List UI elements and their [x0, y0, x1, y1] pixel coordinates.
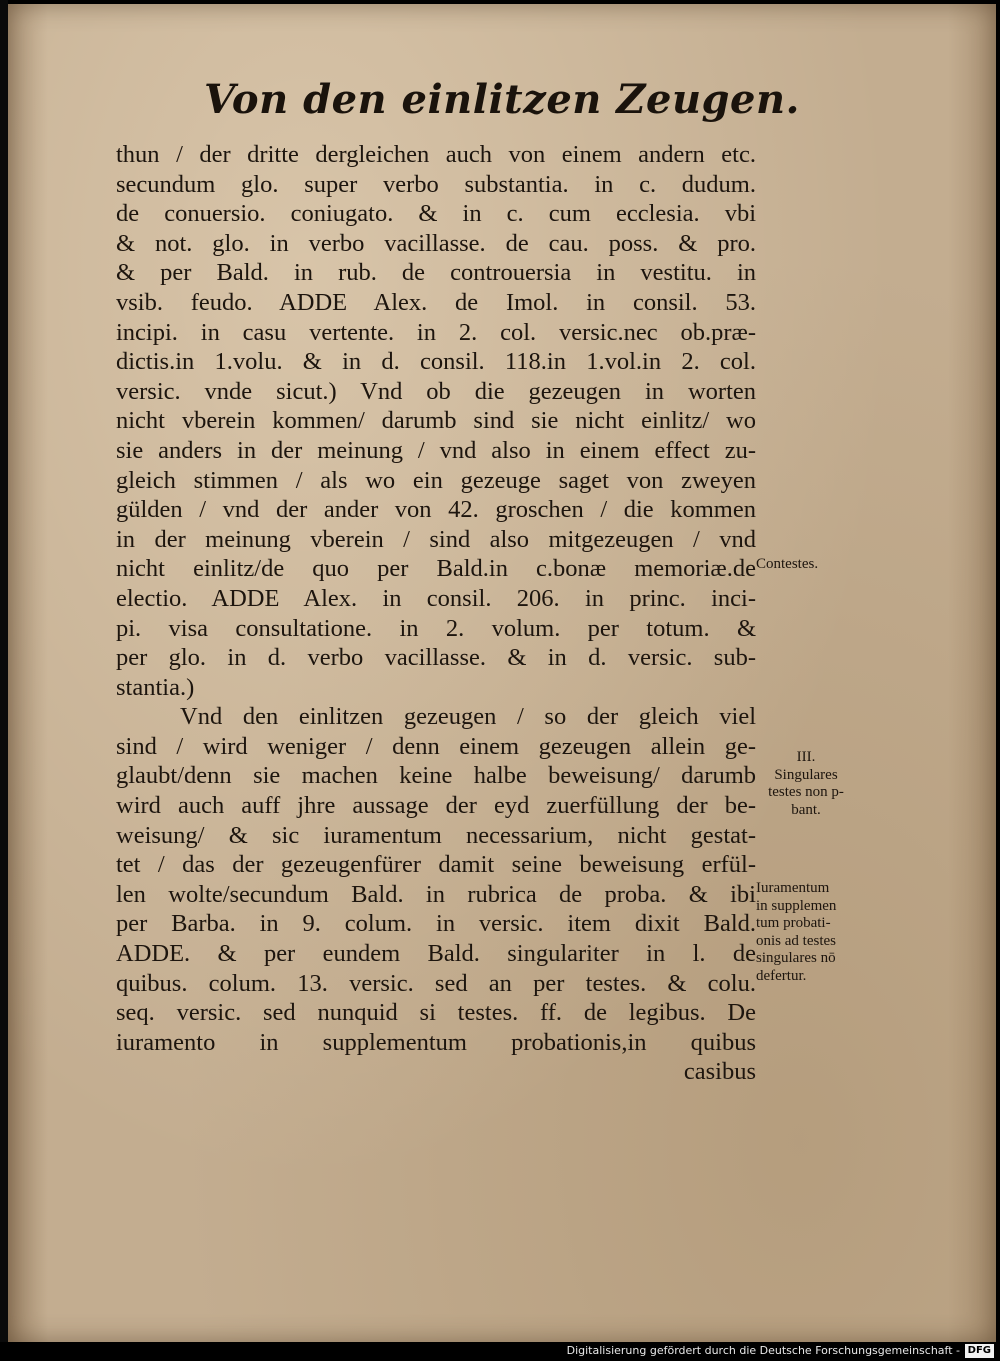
text-line: stantia.): [116, 673, 195, 701]
book-page: [8, 4, 996, 1342]
text-line: gülden / vnd der ander von 42. groschen / die kommen: [116, 496, 756, 524]
body-text: [116, 140, 756, 1087]
margin-note-singulares: [756, 749, 856, 819]
margin-note-line: testes non p-: [768, 784, 844, 800]
margin-note-iuramentum: [756, 880, 836, 985]
text-line: weisung/ & sic iuramentum necessarium, nicht gestat-: [116, 821, 756, 849]
text-line: in der meinung vberein / sind also mitgezeugen / vnd: [116, 525, 756, 553]
text-line: wird auch auff jhre aussage der eyd zuerfüllung der be-: [116, 792, 756, 820]
margin-note-line: III.: [796, 749, 816, 765]
margin-note-line: tum probati-: [756, 915, 831, 931]
text-line: & not. glo. in verbo vacillasse. de cau. poss. & pro.: [116, 229, 756, 257]
text-line: quibus. colum. 13. versic. sed an per testes. & colu.: [116, 969, 756, 997]
text-line: glaubt/denn sie machen keine halbe beweisung/ darumb: [116, 762, 756, 790]
dfg-logo: DFG: [965, 1344, 994, 1358]
margin-note-line: Iuramentum: [756, 880, 830, 896]
text-line: sie anders in der meinung / vnd also in einem effect zu-: [116, 436, 756, 464]
text-line: Vnd den einlitzen gezeugen / so der gleich viel: [180, 703, 756, 731]
margin-note-line: Contestes.: [756, 556, 819, 572]
text-line: electio. ADDE Alex. in consil. 206. in princ. inci-: [116, 584, 756, 612]
margin-note-line: defertur.: [756, 967, 807, 984]
text-line: nicht vberein kommen/ darumb sind sie nicht einlitz/ wo: [116, 407, 756, 435]
text-line: sind / wird weniger / denn einem gezeugen allein ge-: [116, 732, 756, 760]
text-line: dictis.in 1.volu. & in d. consil. 118.in 1.vol.in 2. col.: [116, 348, 756, 376]
text-line: pi. visa consultatione. in 2. volum. per totum. &: [116, 614, 756, 642]
text-line: seq. versic. sed nunquid si testes. ff. de legibus. De: [116, 999, 756, 1027]
text-line: de conuersio. coniugato. & in c. cum ecclesia. vbi: [116, 200, 756, 228]
text-line: iuramento in supplementum probationis,in quibus: [116, 1028, 756, 1056]
text-line: gleich stimmen / als wo ein gezeuge saget von zweyen: [116, 466, 756, 494]
text-line: secundum glo. super verbo substantia. in c. dudum.: [116, 170, 756, 198]
margin-note-line: singulares nō: [756, 950, 836, 966]
text-line: per Barba. in 9. colum. in versic. item dixit Bald.: [116, 910, 756, 938]
text-line: len wolte/secundum Bald. in rubrica de proba. & ibi: [116, 880, 756, 908]
text-line: versic. vnde sicut.) Vnd ob die gezeugen in worten: [116, 377, 756, 405]
margin-note-line: in supplemen: [756, 897, 837, 914]
margin-note-contestes: [756, 556, 818, 574]
text-line: casibus: [683, 1058, 756, 1086]
margin-note-line: onis ad testes: [756, 932, 836, 949]
text-line: ADDE. & per eundem Bald. singulariter in l. de: [116, 940, 756, 968]
digitization-credit: Digitalisierung gefördert durch die Deutsche Forschungsgemeinschaft -: [566, 1344, 960, 1357]
scan-left-edge: [0, 0, 8, 1342]
text-line: nicht einlitz/de quo per Bald.in c.bonæ memoriæ.de: [116, 555, 756, 583]
text-line: vsib. feudo. ADDE Alex. de Imol. in consil. 53.: [116, 288, 756, 316]
text-line: per glo. in d. verbo vacillasse. & in d. versic. sub-: [116, 644, 756, 672]
text-line: tet / das der gezeugenfürer damit seine beweisung erfül-: [116, 851, 756, 879]
text-line: thun / der dritte dergleichen auch von einem andern etc.: [116, 141, 756, 168]
running-heading: Von den einlitzen Zeugen.: [204, 76, 800, 123]
margin-note-line: bant.: [791, 801, 821, 818]
margin-note-line: Singulares: [774, 766, 838, 783]
text-line: incipi. in casu vertente. in 2. col. versic.nec ob.præ-: [116, 318, 756, 346]
text-line: & per Bald. in rub. de controuersia in vestitu. in: [116, 259, 756, 287]
